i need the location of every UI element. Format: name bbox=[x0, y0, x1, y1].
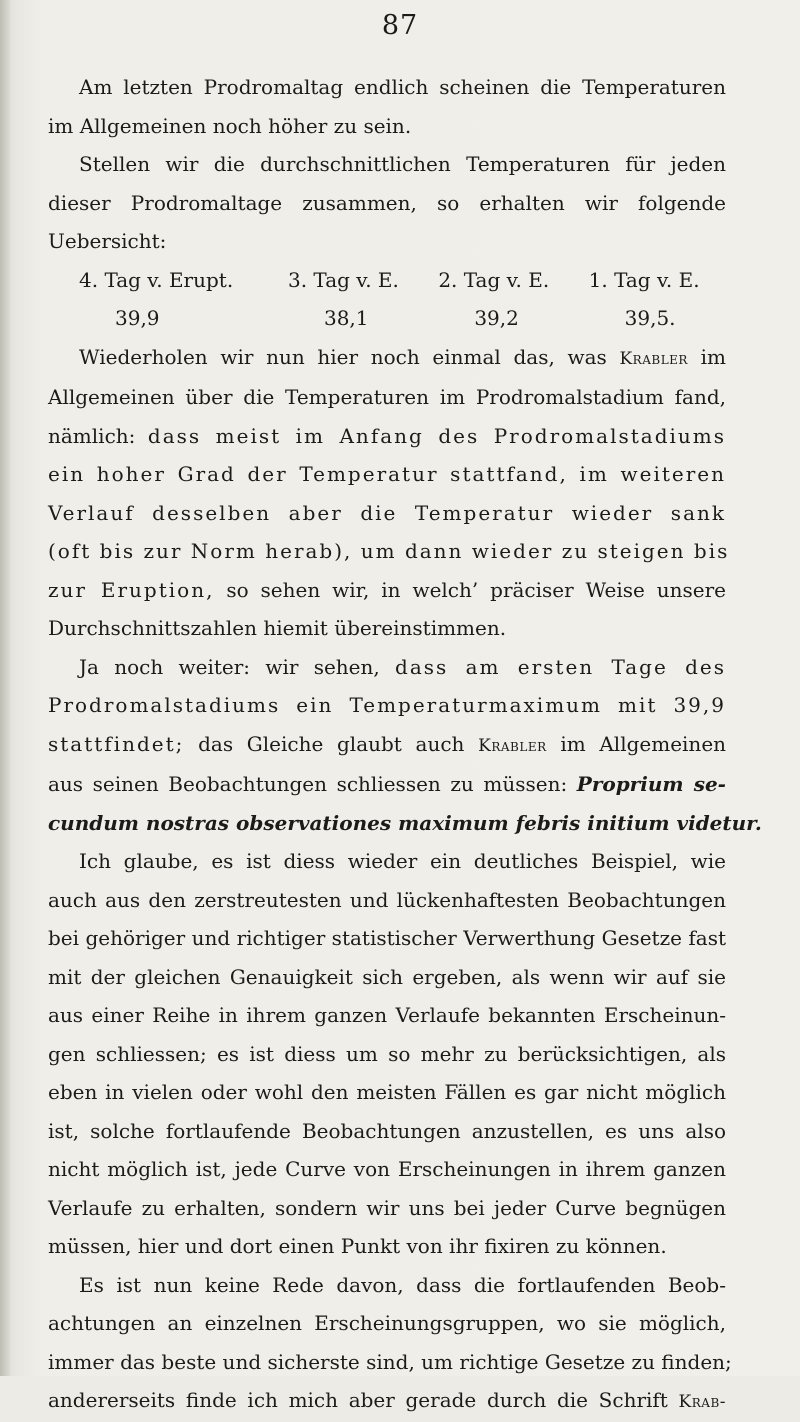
text-line: Am letzten Prodromaltag endlich scheinen die Temperaturen bbox=[79, 75, 726, 99]
table-cell: 39,9 bbox=[115, 306, 160, 330]
table-header-row bbox=[79, 261, 739, 300]
table-cell: 2. Tag v. E. bbox=[438, 267, 550, 292]
text-line: Uebersicht: bbox=[48, 229, 167, 253]
text-line: Durchschnittszahlen hiemit übereinstimmen. bbox=[48, 616, 507, 640]
text-line: Prodromalstadiums ein Temperaturmaximum mit 39,9 bbox=[48, 693, 726, 717]
paragraph-2 bbox=[48, 145, 726, 261]
text-line: auch aus den zerstreutesten und lückenhaftesten Beobachtungen bbox=[48, 887, 726, 912]
text-span: nämlich: bbox=[48, 423, 136, 448]
text-span: so sehen wir, in welch’ präciser Weise unsere bbox=[226, 577, 726, 602]
spaced-text: dass meist im Anfang des Prodromalstadiums bbox=[147, 423, 726, 448]
text-line bbox=[48, 725, 726, 766]
text-line: Stellen wir die durchschnittlichen Temperaturen für jeden bbox=[79, 152, 726, 176]
table-cell: 39,5. bbox=[624, 306, 676, 330]
text-line: ist, solche fortlaufende Beobachtungen anzustellen, es uns also bbox=[48, 1118, 726, 1143]
text-line: ein hoher Grad der Temperatur stattfand, im weiteren bbox=[48, 462, 726, 486]
text-span: aus seinen Beobachtungen schliessen zu müssen: bbox=[48, 772, 568, 796]
body-text bbox=[48, 68, 762, 1422]
text-line: Ich glaube, es ist diess wieder ein deutliches Beispiel, wie bbox=[79, 849, 726, 873]
table-value-row bbox=[79, 299, 739, 338]
text-span: im bbox=[700, 344, 727, 369]
text-span: das Gleiche glaubt auch bbox=[198, 731, 465, 756]
latin-quote: Proprium se- bbox=[576, 772, 726, 796]
table-cell: 1. Tag v. E. bbox=[588, 267, 700, 292]
text-line: nicht möglich ist, jede Curve von Erscheinungen in ihrem ganzen bbox=[48, 1157, 726, 1181]
table-cell: 3. Tag v. E. bbox=[287, 267, 399, 292]
text-line: Es ist nun keine Rede davon, dass die fortlaufenden Beob- bbox=[79, 1272, 726, 1297]
latin-quote: cundum nostras observationes maximum febris initium videtur. bbox=[48, 810, 762, 835]
temperature-table bbox=[79, 261, 739, 338]
text-line: aus einer Reihe in ihrem ganzen Verlaufe bekannten Erscheinun- bbox=[48, 1003, 726, 1027]
page-edge-shadow bbox=[0, 0, 10, 1376]
text-line bbox=[48, 571, 726, 610]
text-line: Allgemeinen über die Temperaturen im Prodromalstadium fand, bbox=[48, 385, 726, 409]
paragraph-5 bbox=[48, 842, 726, 1266]
paragraph-1 bbox=[48, 68, 726, 145]
text-line: bei gehöriger und richtiger statistischer Verwerthung Gesetze fast bbox=[48, 926, 726, 950]
table-cell: 38,1 bbox=[323, 306, 369, 330]
text-line: Verlaufe zu erhalten, sondern wir uns bei jeder Curve begnügen bbox=[48, 1195, 726, 1220]
spaced-text: dass am ersten Tage des bbox=[395, 654, 727, 679]
text-line: müssen, hier und dort einen Punkt von ihr fixiren zu können. bbox=[48, 1234, 667, 1258]
spaced-text: zur Eruption, bbox=[48, 577, 215, 602]
author-name: Krabler bbox=[478, 735, 547, 756]
text-line: im Allgemeinen noch höher zu sein. bbox=[48, 113, 412, 138]
text-line: mit der gleichen Genauigkeit sich ergeben, als wenn wir auf sie bbox=[48, 964, 726, 989]
page-number: 87 bbox=[381, 10, 419, 41]
text-line bbox=[48, 1381, 726, 1422]
text-line: immer das beste und sicherste sind, um richtige Gesetze zu finden; bbox=[48, 1349, 732, 1374]
text-span: im Allgemeinen bbox=[560, 731, 727, 756]
text-line: Verlauf desselben aber die Temperatur wieder sank bbox=[48, 500, 726, 525]
text-line bbox=[48, 765, 726, 804]
text-line bbox=[48, 338, 726, 379]
text-span: Ja noch weiter: wir sehen, bbox=[79, 654, 380, 679]
author-name: Krabler bbox=[619, 348, 688, 369]
text-line: dieser Prodromaltage zusammen, so erhalten wir folgende bbox=[48, 190, 726, 215]
paragraph-3 bbox=[48, 338, 730, 648]
text-line bbox=[48, 648, 726, 687]
text-span: Wiederholen wir nun hier noch einmal das, was bbox=[79, 344, 607, 369]
table-cell: 39,2 bbox=[474, 306, 519, 330]
author-name: Krab- bbox=[678, 1392, 727, 1412]
text-line: (oft bis zur Norm herab), um dann wieder zu steigen bis bbox=[48, 539, 730, 563]
text-line: eben in vielen oder wohl den meisten Fällen es gar nicht möglich bbox=[48, 1080, 726, 1104]
text-line bbox=[48, 417, 726, 456]
paragraph-4 bbox=[48, 648, 762, 843]
text-line: gen schliessen; es ist diess um so mehr zu berücksichtigen, als bbox=[48, 1041, 726, 1066]
text-span: andererseits finde ich mich aber gerade durch die Schrift bbox=[48, 1388, 668, 1412]
spaced-text: stattfindet; bbox=[48, 731, 185, 756]
text-line: achtungen an einzelnen Erscheinungsgruppen, wo sie möglich, bbox=[48, 1311, 726, 1335]
table-cell: 4. Tag v. Erupt. bbox=[79, 267, 234, 292]
paragraph-6 bbox=[48, 1266, 732, 1422]
